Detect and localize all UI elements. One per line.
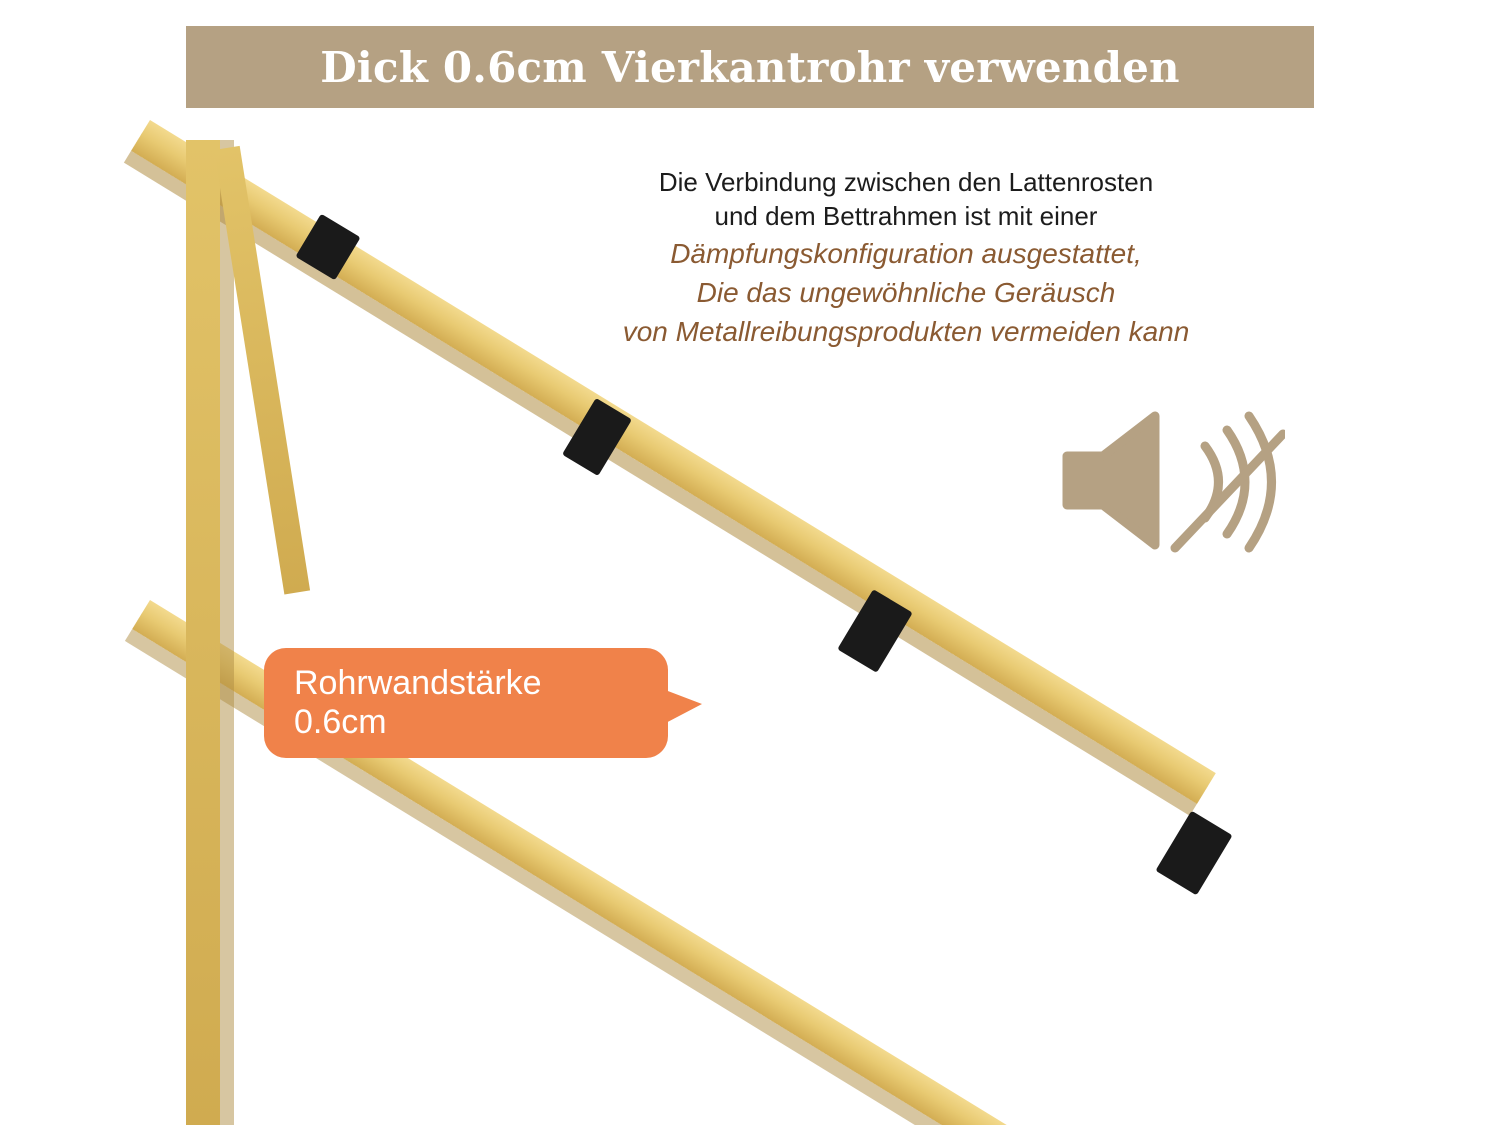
description-line-2: und dem Bettrahmen ist mit einer xyxy=(714,201,1098,232)
description-text xyxy=(500,165,1312,350)
callout-line-2: 0.6cm xyxy=(294,703,387,741)
description-line-4: Die das ungewöhnliche Geräusch xyxy=(696,276,1116,308)
callout-line-1: Rohrwandstärke xyxy=(294,663,542,702)
slat-clip xyxy=(1155,811,1232,896)
mute-speaker-icon xyxy=(1055,398,1285,563)
frame-side-rail-left xyxy=(186,140,220,1125)
description-line-1: Die Verbindung zwischen den Lattenrosten xyxy=(658,167,1154,197)
page-title: Dick 0.6cm Vierkantrohr verwenden xyxy=(320,42,1180,92)
callout-bubble xyxy=(264,648,668,758)
description-line-5: von Metallreibungsprodukten vermeiden kann xyxy=(622,315,1190,347)
header-banner xyxy=(186,26,1314,108)
callout-pointer xyxy=(660,688,702,726)
description-line-3: Dämpfungskonfiguration ausgestattet, xyxy=(670,237,1142,269)
